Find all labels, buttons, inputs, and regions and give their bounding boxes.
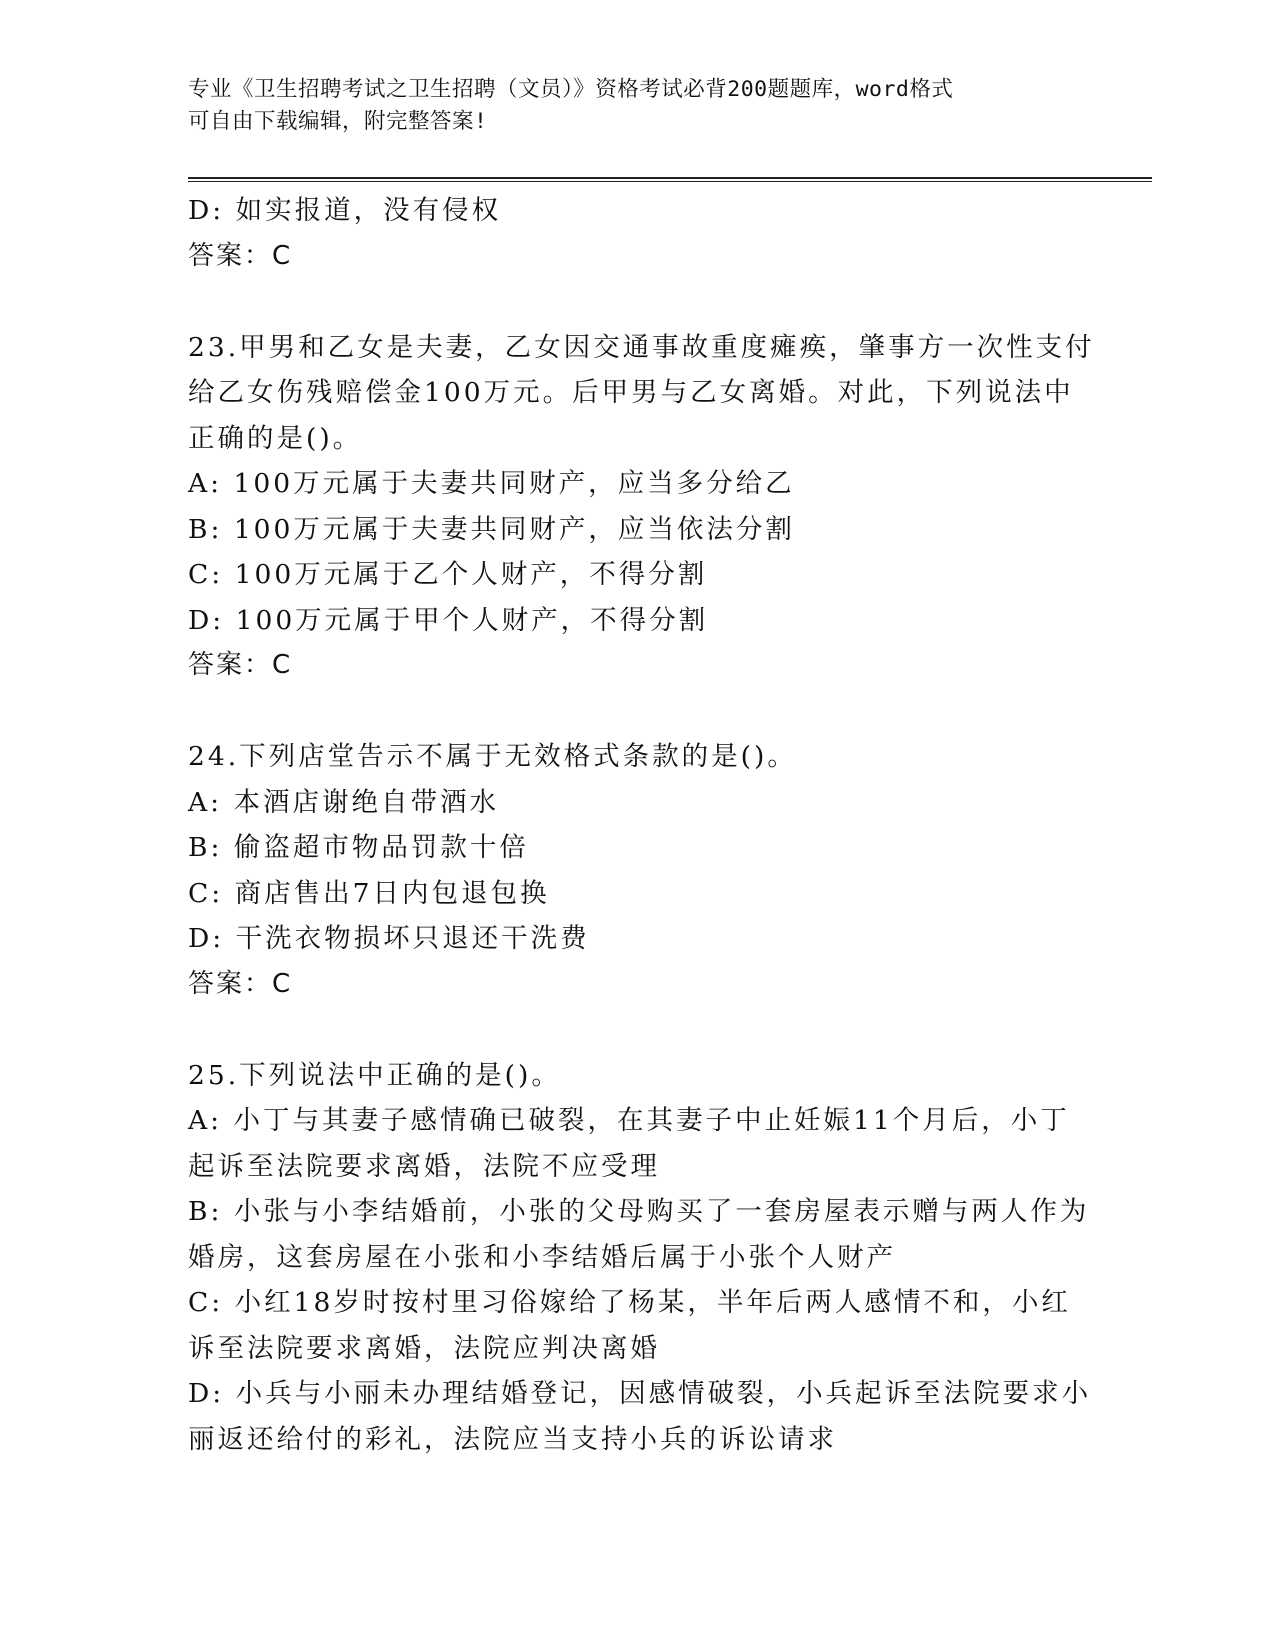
question-content — [188, 188, 1095, 1462]
option-d: D: 干洗衣物损坏只退还干洗费 — [188, 923, 590, 954]
question-25 — [188, 1053, 1092, 1463]
option-b: B: 偷盗超市物品罚款十倍 — [188, 832, 529, 863]
spacer — [188, 279, 1088, 325]
previous-question-tail — [188, 188, 1088, 279]
option-c: C: 商店售出7日内包退包换 — [188, 877, 550, 909]
question-stem-line: 给乙女伤残赔偿金100万元。后甲男与乙女离婚。对此，下列说法中 — [188, 377, 1074, 408]
answer-line: 答案：C — [188, 968, 293, 999]
question-stem-line: 24.下列店堂告示不属于无效格式条款的是()。 — [188, 741, 797, 772]
option-b: B: 100万元属于夫妻共同财产，应当依法分割 — [188, 513, 795, 545]
option-d: D: 如实报道，没有侵权 — [188, 195, 502, 226]
option-d: D: 小兵与小丽未办理结婚登记，因感情破裂，小兵起诉至法院要求小 — [188, 1378, 1092, 1409]
spacer — [188, 1007, 1088, 1053]
option-b: B: 小张与小李结婚前，小张的父母购买了一套房屋表示赠与两人作为 — [188, 1196, 1090, 1227]
option-a: A: 小丁与其妻子感情确已破裂，在其妻子中止妊娠11个月后，小丁 — [188, 1105, 1070, 1136]
header-title-line-2: 可自由下载编辑，附完整答案! — [188, 109, 488, 134]
option-c: C: 小红18岁时按村里习俗嫁给了杨某，半年后两人感情不和，小红 — [188, 1287, 1071, 1318]
option-d-continued: 丽返还给付的彩礼，法院应当支持小兵的诉讼请求 — [188, 1423, 837, 1455]
answer-line: 答案：C — [188, 650, 293, 680]
question-stem-line: 23.甲男和乙女是夫妻，乙女因交通事故重度瘫痪，肇事方一次性支付 — [188, 331, 1095, 363]
question-stem-line: 25.下列说法中正确的是()。 — [188, 1059, 561, 1091]
option-d: D: 100万元属于甲个人财产，不得分割 — [188, 604, 709, 636]
answer-line: 答案：C — [188, 240, 293, 271]
option-c-continued: 诉至法院要求离婚，法院应判决离婚 — [188, 1332, 660, 1364]
question-23 — [188, 325, 1095, 689]
option-a-continued: 起诉至法院要求离婚，法院不应受理 — [188, 1150, 660, 1182]
spacer — [188, 689, 1088, 735]
header-title-line-1: 专业《卫生招聘考试之卫生招聘（文员）》资格考试必背200题题库，word格式 — [188, 77, 954, 102]
option-a: A: 100万元属于夫妻共同财产，应当多分给乙 — [188, 468, 795, 499]
question-24 — [188, 734, 1088, 1007]
option-c: C: 100万元属于乙个人财产，不得分割 — [188, 559, 708, 590]
question-stem-line: 正确的是()。 — [188, 422, 363, 454]
document-header — [188, 74, 1068, 138]
option-b-continued: 婚房，这套房屋在小张和小李结婚后属于小张个人财产 — [188, 1241, 896, 1273]
option-a: A: 本酒店谢绝自带酒水 — [188, 786, 499, 818]
header-divider — [188, 177, 1152, 182]
